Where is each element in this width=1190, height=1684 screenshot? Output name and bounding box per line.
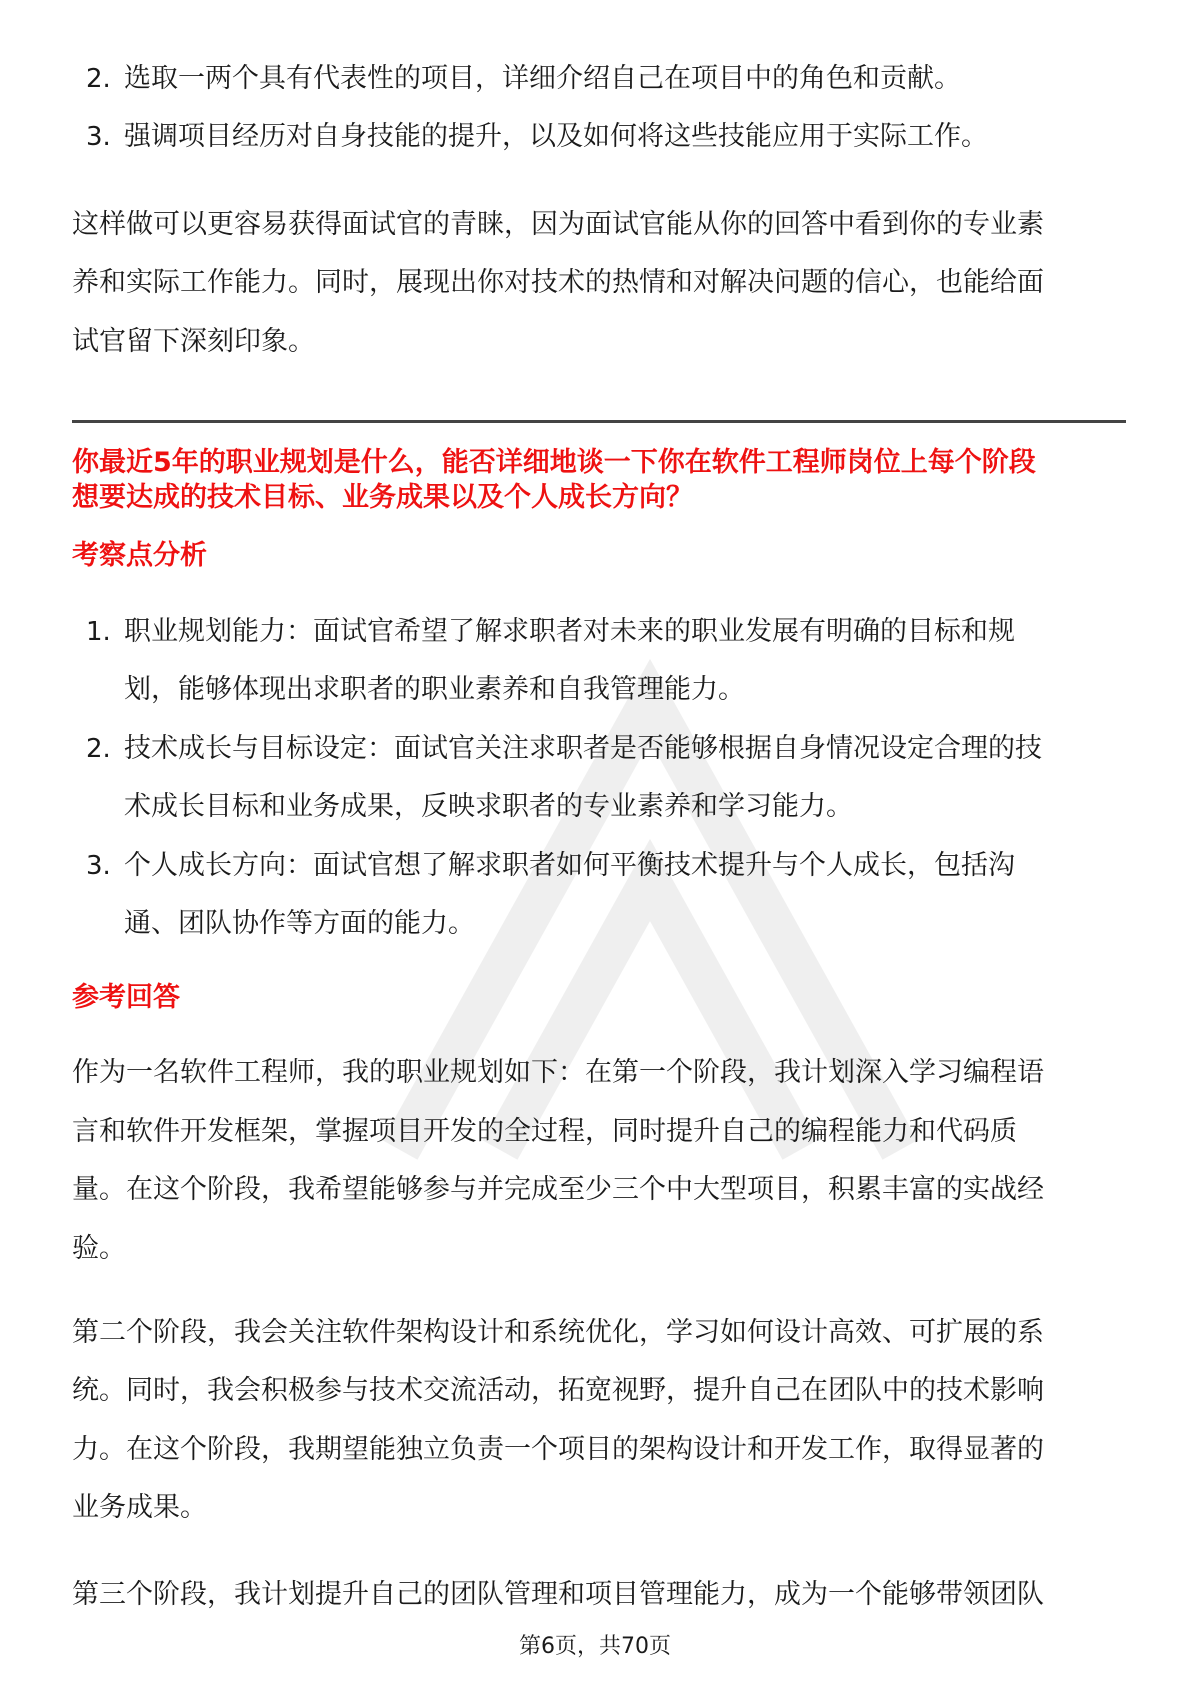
list-number: 3.: [86, 851, 111, 881]
answer-heading: 参考回答: [72, 982, 180, 1013]
list-number: 1.: [86, 617, 111, 647]
paragraph-line: 这样做可以更容易获得面试官的青睐，因为面试官能从你的回答中看到你的专业素: [72, 209, 1044, 240]
paragraph-line: 量。在这个阶段，我希望能够参与并完成至少三个中大型项目，积累丰富的实战经: [72, 1174, 1044, 1205]
list-item-line: 职业规划能力：面试官希望了解求职者对未来的职业发展有明确的目标和规: [124, 616, 1015, 647]
page-number: 第6页，共70页: [519, 1634, 671, 1659]
paragraph-line: 力。在这个阶段，我期望能独立负责一个项目的架构设计和开发工作，取得显著的: [72, 1434, 1044, 1465]
section-divider: [72, 420, 1126, 423]
paragraph-line: 统。同时，我会积极参与技术交流活动，拓宽视野，提升自己在团队中的技术影响: [72, 1375, 1044, 1406]
question-line: 想要达成的技术目标、业务成果以及个人成长方向？: [72, 482, 693, 513]
list-item-line: 术成长目标和业务成果，反映求职者的专业素养和学习能力。: [124, 791, 853, 822]
list-number: 3.: [86, 122, 111, 152]
paragraph-line: 养和实际工作能力。同时，展现出你对技术的热情和对解决问题的信心，也能给面: [72, 267, 1044, 298]
paragraph-line: 验。: [72, 1233, 126, 1264]
list-item: 强调项目经历对自身技能的提升，以及如何将这些技能应用于实际工作。: [124, 121, 988, 152]
question-line: 你最近5年的职业规划是什么，能否详细地谈一下你在软件工程师岗位上每个阶段: [72, 447, 1036, 478]
list-item-line: 技术成长与目标设定：面试官关注求职者是否能够根据自身情况设定合理的技: [124, 733, 1042, 764]
analysis-heading: 考察点分析: [72, 540, 207, 571]
paragraph-line: 第三个阶段，我计划提升自己的团队管理和项目管理能力，成为一个能够带领团队: [72, 1579, 1044, 1610]
paragraph-line: 作为一名软件工程师，我的职业规划如下：在第一个阶段，我计划深入学习编程语: [72, 1057, 1044, 1088]
list-item-line: 个人成长方向：面试官想了解求职者如何平衡技术提升与个人成长，包括沟: [124, 850, 1015, 881]
list-item: 选取一两个具有代表性的项目，详细介绍自己在项目中的角色和贡献。: [124, 63, 961, 94]
paragraph-line: 第二个阶段，我会关注软件架构设计和系统优化，学习如何设计高效、可扩展的系: [72, 1317, 1044, 1348]
list-item-line: 划，能够体现出求职者的职业素养和自我管理能力。: [124, 674, 745, 705]
paragraph-line: 业务成果。: [72, 1492, 207, 1523]
list-item-line: 通、团队协作等方面的能力。: [124, 908, 475, 939]
paragraph-line: 言和软件开发框架，掌握项目开发的全过程，同时提升自己的编程能力和代码质: [72, 1116, 1017, 1147]
list-number: 2.: [86, 64, 111, 94]
list-number: 2.: [86, 734, 111, 764]
paragraph-line: 试官留下深刻印象。: [72, 326, 315, 357]
